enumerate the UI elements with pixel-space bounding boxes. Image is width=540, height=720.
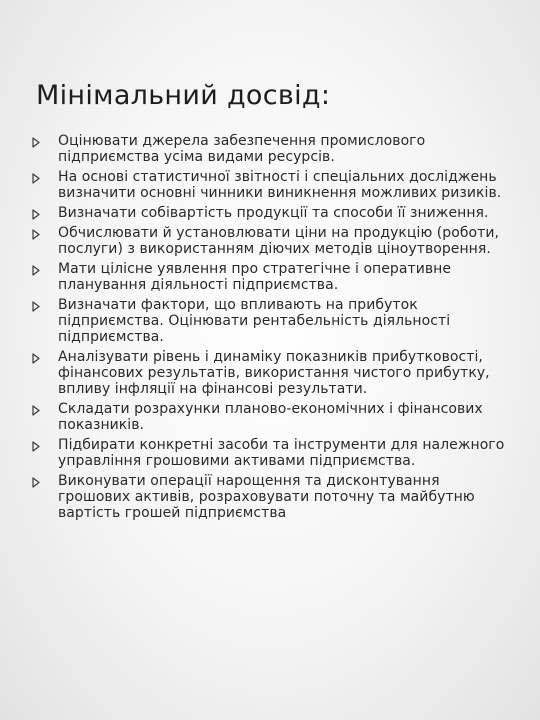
triangle-right-outline-icon xyxy=(32,403,58,417)
list-item xyxy=(32,401,512,433)
triangle-right-outline-icon xyxy=(32,207,58,221)
list-item xyxy=(32,261,512,293)
list-item xyxy=(32,297,512,345)
list-item-text: Аналізувати рівень і динаміку показників прибутковості, фінансових результатів, використання чистого прибутку, впливу інфляції на фінансові результати. xyxy=(58,349,490,397)
list-item-text: Мати цілісне уявлення про стратегічне і оперативне планування діяльності підприємства. xyxy=(58,261,452,293)
list-item xyxy=(32,349,512,397)
list-item-text: Підбирати конкретні засоби та інструменти для належного управління грошовими активами підприємства. xyxy=(58,437,505,469)
triangle-right-outline-icon xyxy=(32,475,58,489)
triangle-right-outline-icon xyxy=(32,299,58,313)
list-item xyxy=(32,133,512,165)
list-item xyxy=(32,205,512,221)
triangle-right-outline-icon xyxy=(32,171,58,185)
list-item xyxy=(32,473,512,521)
triangle-right-outline-icon xyxy=(32,227,58,241)
list-item-text: На основі статистичної звітності і спеціальних досліджень визначити основні чинники виникнення можливих ризиків. xyxy=(58,169,502,201)
list-item-text: Оцінювати джерела забезпечення промислового підприємства усіма видами ресурсів. xyxy=(58,133,426,165)
list-item xyxy=(32,437,512,469)
list-item xyxy=(32,225,512,257)
list-item-text: Обчислювати й установлювати ціни на продукцію (роботи, послуги) з використанням діючих методів ціноутворення. xyxy=(58,225,499,257)
triangle-right-outline-icon xyxy=(32,351,58,365)
list-item-text: Складати розрахунки планово-економічних і фінансових показників. xyxy=(58,401,483,433)
list-item-text: Визначати фактори, що впливають на прибуток підприємства. Оцінювати рентабельність діяльності підприємства. xyxy=(58,297,451,345)
bullet-list xyxy=(32,133,512,525)
triangle-right-outline-icon xyxy=(32,263,58,277)
list-item-text: Виконувати операції нарощення та дисконтування грошових активів, розраховувати поточну та майбутню вартість грошей підприємства xyxy=(58,473,475,521)
list-item-text: Визначати собівартість продукції та способи її зниження. xyxy=(58,205,489,221)
list-item xyxy=(32,169,512,201)
triangle-right-outline-icon xyxy=(32,135,58,149)
slide-title: Мінімальний досвід: xyxy=(36,80,331,111)
triangle-right-outline-icon xyxy=(32,439,58,453)
